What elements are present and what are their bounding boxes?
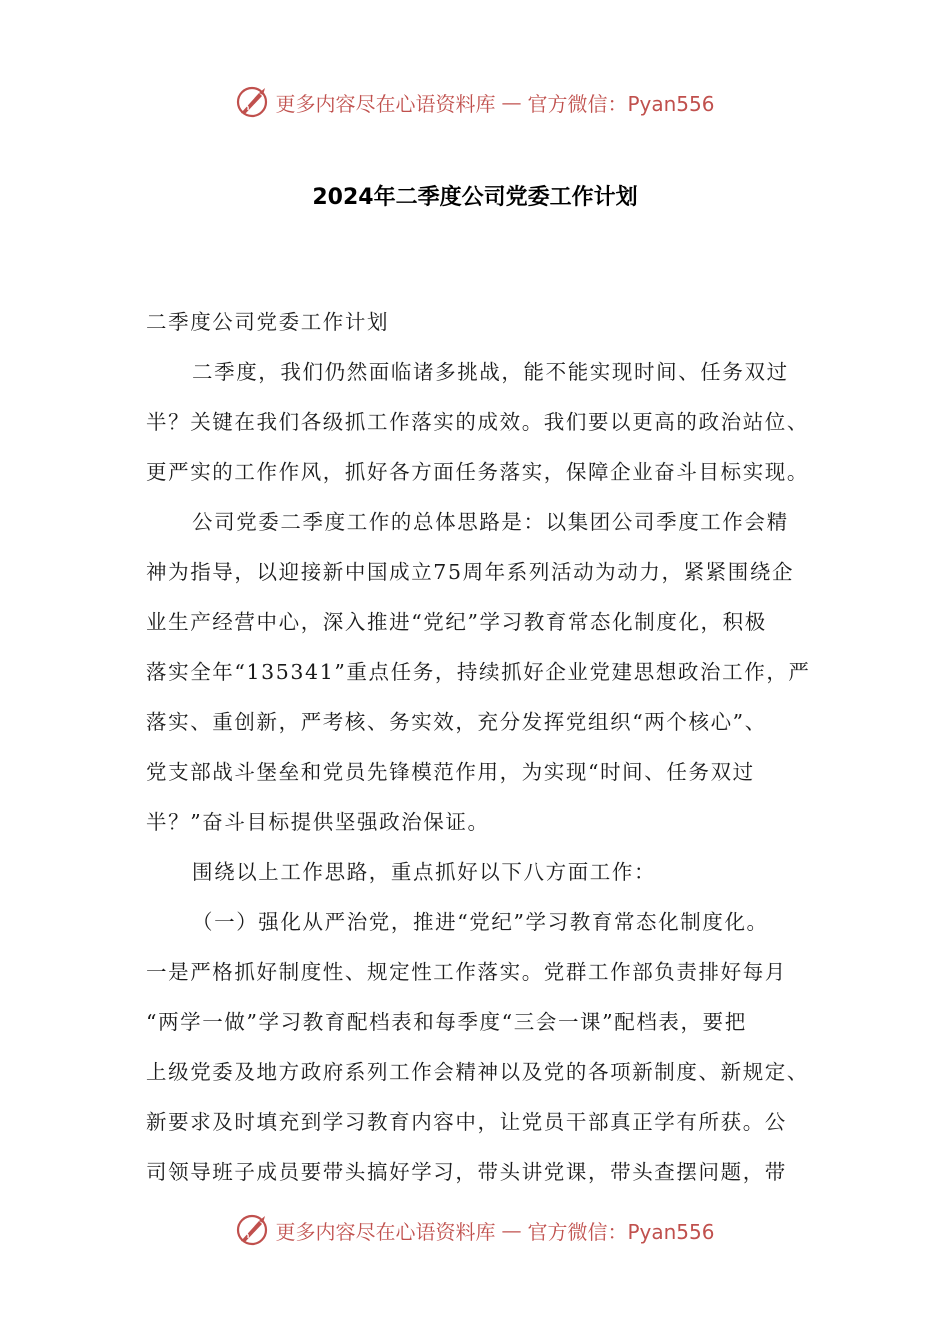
paragraph-line: “两学一做”学习教育配档表和每季度“三会一课”配档表，要把 [146,1010,747,1034]
banner-text: 更多内容尽在心语资料库 [275,91,496,116]
paragraph-line: 半？关键在我们各级抓工作落实的成效。我们要以更高的政治站位、 [146,410,809,434]
header-banner [0,82,950,122]
section-heading: 二季度公司党委工作计划 [146,310,390,334]
paragraph-line: 业生产经营中心，深入推进“党纪”学习教育常态化制度化，积极 [146,610,767,634]
paragraph-line: 落实全年“135341”重点任务，持续抓好企业党建思想政治工作，严 [146,660,811,684]
banner-separator: — [501,1218,522,1242]
paragraph-line: 党支部战斗堡垒和党员先锋模范作用，为实现“时间、任务双过 [146,760,755,784]
paragraph-line: 公司党委二季度工作的总体思路是：以集团公司季度工作会精 [192,510,789,534]
paragraph-line: 司领导班子成员要带头搞好学习，带头讲党课，带头查摆问题，带 [146,1160,787,1184]
banner-wechat: 官方微信：Pyan556 [527,91,715,116]
document-title: 2024年二季度公司党委工作计划 [312,185,638,210]
paragraph-line: 围绕以上工作思路，重点抓好以下八方面工作： [192,860,657,884]
quill-pen-logo-icon [235,1213,269,1247]
footer-banner [0,1210,950,1250]
paragraph-line: 半？”奋斗目标提供坚强政治保证。 [146,810,490,834]
paragraph-line: 一是严格抓好制度性、规定性工作落实。党群工作部负责排好每月 [146,960,787,984]
paragraph-line: 二季度，我们仍然面临诸多挑战，能不能实现时间、任务双过 [192,360,789,384]
banner-separator: — [501,90,522,114]
paragraph-line: 神为指导，以迎接新中国成立75周年系列活动为动力，紧紧围绕企 [146,560,795,584]
document-body [146,297,814,1197]
banner-text: 更多内容尽在心语资料库 [275,1219,496,1244]
subsection-heading: （一）强化从严治党，推进“党纪”学习教育常态化制度化。 [192,910,769,934]
banner-wechat: 官方微信：Pyan556 [527,1219,715,1244]
paragraph-line: 新要求及时填充到学习教育内容中，让党员干部真正学有所获。公 [146,1110,787,1134]
paragraph-line: 上级党委及地方政府系列工作会精神以及党的各项新制度、新规定、 [146,1060,809,1084]
paragraph-line: 落实、重创新，严考核、务实效，充分发挥党组织“两个核心”、 [146,710,767,734]
paragraph-line: 更严实的工作作风，抓好各方面任务落实，保障企业奋斗目标实现。 [146,460,809,484]
quill-pen-logo-icon [235,85,269,119]
